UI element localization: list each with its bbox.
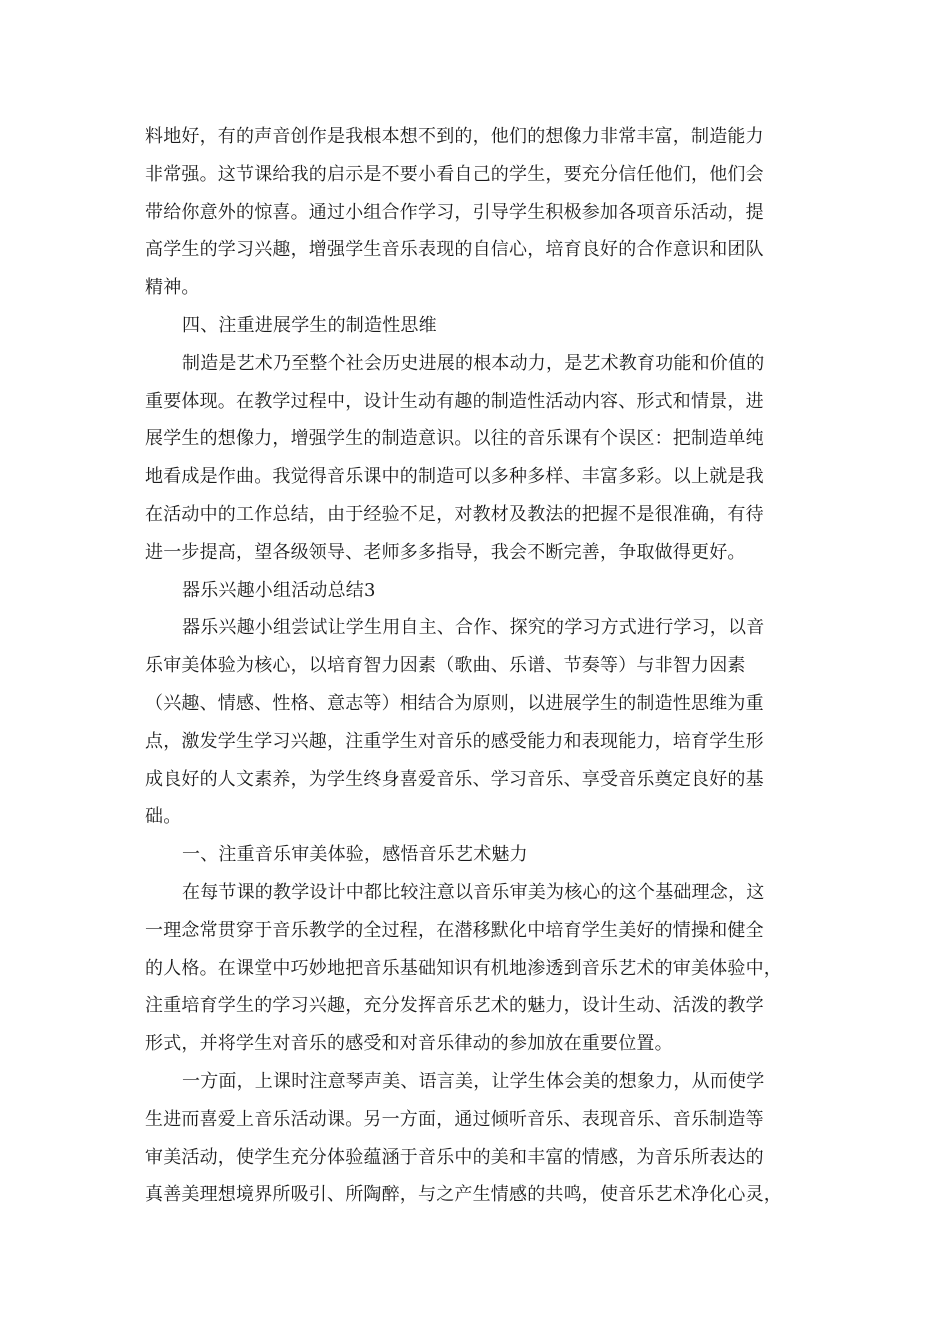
text-line: 高学生的学习兴趣，增强学生音乐表现的自信心，培育良好的合作意识和团队: [145, 239, 764, 261]
text-line: 制造是艺术乃至整个社会历史进展的根本动力，是艺术教育功能和价值的: [182, 352, 765, 374]
text-line: 重要体现。在教学过程中，设计生动有趣的制造性活动内容、形式和情景，进: [145, 390, 764, 412]
document-body: [145, 118, 805, 1214]
text-line: 点，激发学生学习兴趣，注重学生对音乐的感受能力和表现能力，培育学生形: [145, 730, 764, 752]
section-heading: 器乐兴趣小组活动总结3: [182, 579, 376, 601]
text-line: 料地好，有的声音创作是我根本想不到的，他们的想像力非常丰富，制造能力: [145, 126, 764, 147]
text-line: 器乐兴趣小组尝试让学生用自主、合作、探究的学习方式进行学习，以音: [182, 617, 765, 639]
section-heading: 一、注重音乐审美体验，感悟音乐艺术魅力: [182, 844, 528, 866]
text-line: 非常强。这节课给我的启示是不要小看自己的学生，要充分信任他们，他们会: [145, 163, 764, 185]
text-line: 础。: [145, 806, 182, 828]
text-line: 乐审美体验为核心，以培育智力因素（歌曲、乐谱、节奏等）与非智力因素: [145, 655, 746, 677]
text-line: 审美活动，使学生充分体验蕴涵于音乐中的美和丰富的情感，为音乐所表达的: [145, 1146, 764, 1168]
text-line: 地看成是作曲。我觉得音乐课中的制造可以多种多样、丰富多彩。以上就是我: [145, 466, 764, 488]
text-line: 成良好的人文素养，为学生终身喜爱音乐、学习音乐、享受音乐奠定良好的基: [145, 768, 764, 790]
text-line: 生进而喜爱上音乐活动课。另一方面，通过倾听音乐、表现音乐、音乐制造等: [145, 1108, 764, 1130]
text-line: 形式，并将学生对音乐的感受和对音乐律动的参加放在重要位置。: [145, 1033, 673, 1055]
text-line: 带给你意外的惊喜。通过小组合作学习，引导学生积极参加各项音乐活动，提: [145, 201, 764, 223]
text-line: 精神。: [145, 277, 200, 299]
text-line: 真善美理想境界所吸引、所陶醉，与之产生情感的共鸣，使音乐艺术净化心灵，: [145, 1184, 782, 1206]
text-line: 展学生的想像力，增强学生的制造意识。以往的音乐课有个误区：把制造单纯: [145, 428, 764, 450]
text-line: 进一步提高，望各级领导、老师多多指导，我会不断完善，争取做得更好。: [145, 541, 746, 563]
text-line: 在每节课的教学设计中都比较注意以音乐审美为核心的这个基础理念，这: [182, 881, 765, 903]
section-heading: 四、注重进展学生的制造性思维: [182, 314, 437, 336]
text-line: 一理念常贯穿于音乐教学的全过程，在潜移默化中培育学生美好的情操和健全: [145, 919, 764, 941]
text-line: 在活动中的工作总结，由于经验不足，对教材及教法的把握不是很准确，有待: [145, 503, 764, 525]
text-line: （兴趣、情感、性格、意志等）相结合为原则，以进展学生的制造性思维为重: [145, 692, 764, 714]
text-line: 注重培育学生的学习兴趣，充分发挥音乐艺术的魅力，设计生动、活泼的教学: [145, 995, 764, 1017]
text-line: 一方面，上课时注意琴声美、语言美，让学生体会美的想象力，从而使学: [182, 1070, 765, 1092]
text-line: 的人格。在课堂中巧妙地把音乐基础知识有机地渗透到音乐艺术的审美体验中，: [145, 957, 782, 979]
